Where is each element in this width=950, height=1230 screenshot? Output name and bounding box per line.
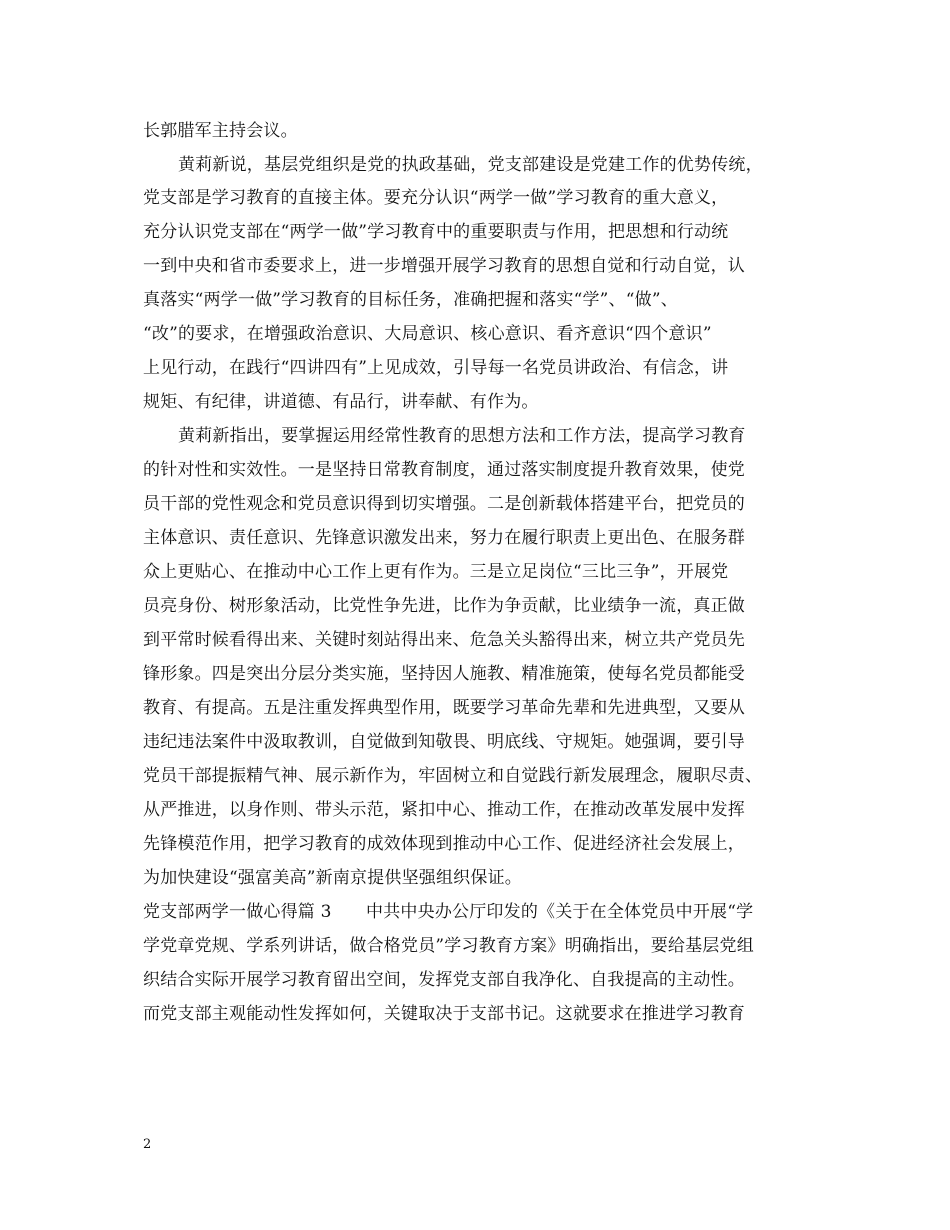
text-line: 学党章党规、学系列讲话，做合格党员”学习教育方案》明确指出，要给基层党组	[143, 936, 754, 956]
text-line: 的针对性和实效性。一是坚持日常教育制度，通过落实制度提升教育效果，使党	[143, 460, 745, 480]
paragraph-start-line: 黄莉新指出，要掌握运用经常性教育的思想方法和工作方法，提高学习教育	[178, 426, 746, 446]
text-line: 规矩、有纪律，讲道德、有品行，讲奉献、有作为。	[143, 392, 539, 412]
text-line: 主体意识、责任意识、先锋意识激发出来，努力在履行职责上更出色、在服务群	[143, 528, 745, 548]
text-line: 为加快建设“强富美高”新南京提供坚强组织保证。	[143, 868, 522, 888]
text-line: 到平常时候看得出来、关键时刻站得出来、危急关头豁得出来，树立共产党员先	[143, 630, 745, 650]
text-line: 员干部的党性观念和党员意识得到切实增强。二是创新载体搭建平台，把党员的	[143, 494, 745, 514]
text-line: 长郭腊军主持会议。	[143, 121, 298, 141]
text-line: 织结合实际开展学习教育留出空间，发挥党支部自我净化、自我提高的主动性。	[143, 970, 745, 990]
text-line: 真落实“两学一做”学习教育的目标任务，准确把握和落实“学”、“做”、	[143, 290, 678, 310]
text-line: 上见行动，在践行“四讲四有”上见成效，引导每一名党员讲政治、有信念，讲	[143, 358, 729, 378]
text-line: 员亮身份、树形象活动，比党性争先进，比作为争贡献，比业绩争一流，真正做	[143, 596, 745, 616]
page-number: 2	[143, 1137, 152, 1152]
text-line: 众上更贴心、在推动中心工作上更有作为。三是立足岗位“三比三争”，开展党	[143, 562, 729, 582]
text-line: 违纪违法案件中汲取教训，自觉做到知敬畏、明底线、守规矩。她强调，要引导	[143, 732, 745, 752]
text-line: 一到中央和省市委要求上，进一步增强开展学习教育的思想自觉和行动自觉，认	[143, 256, 745, 276]
text-line: 教育、有提高。五是注重发挥典型作用，既要学习革命先辈和先进典型，又要从	[143, 698, 745, 718]
text-line: 先锋模范作用，把学习教育的成效体现到推动中心工作、促进经济社会发展上，	[143, 834, 745, 854]
text-line: 锋形象。四是突出分层分类实施，坚持因人施教、精准施策，使每名党员都能受	[143, 664, 745, 684]
paragraph-start-line: 黄莉新说，基层党组织是党的执政基础，党支部建设是党建工作的优势传统，	[178, 155, 763, 175]
text-line: 从严推进，以身作则、带头示范，紧扣中心、推动工作，在推动改革发展中发挥	[143, 800, 745, 820]
section-heading-line: 党支部两学一做心得篇 3 中共中央办公厅印发的《关于在全体党员中开展“学	[143, 902, 754, 922]
text-line: 党支部是学习教育的直接主体。要充分认识“两学一做”学习教育的重大意义，	[143, 188, 729, 208]
text-line: 而党支部主观能动性发挥如何，关键取决于支部书记。这就要求在推进学习教育	[143, 1004, 745, 1024]
text-line: 充分认识党支部在“两学一做”学习教育中的重要职责与作用，把思想和行动统	[143, 222, 729, 242]
text-line: “改”的要求，在增强政治意识、大局意识、核心意识、看齐意识“四个意识”	[143, 324, 712, 344]
text-line: 党员干部提振精气神、展示新作为，牢固树立和自觉践行新发展理念，履职尽责、	[143, 766, 763, 786]
